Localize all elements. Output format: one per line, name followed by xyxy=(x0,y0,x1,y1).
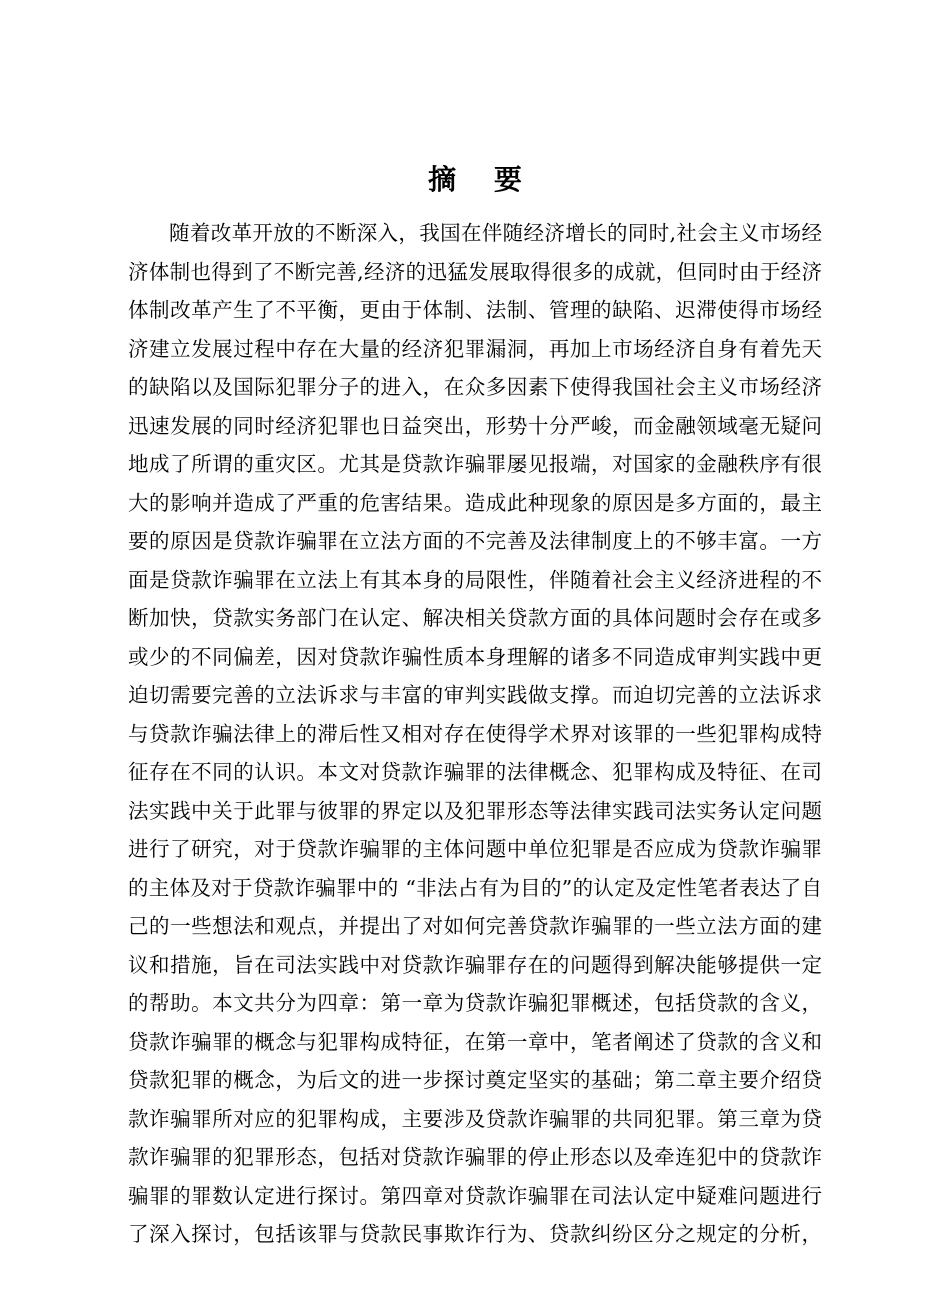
text-line: 与贷款诈骗法律上的滞后性又相对存在使得学术界对该罪的一些犯罪构成特 xyxy=(128,721,822,746)
text-line: 进行了研究，对于贷款诈骗罪的主体问题中单位犯罪是否应成为贷款诈骗罪 xyxy=(128,837,822,861)
text-line: 迅速发展的同时经济犯罪也日益突出，形势十分严峻，而金融领域毫无疑问 xyxy=(128,413,822,438)
text-line: 迫切需要完善的立法诉求与丰富的审判实践做支撑。而迫切完善的立法诉求 xyxy=(128,683,822,707)
text-line: 的缺陷以及国际犯罪分子的进入，在众多因素下使得我国社会主义市场经济 xyxy=(128,375,822,399)
abstract-body xyxy=(128,214,822,1254)
text-line: 款诈骗罪所对应的犯罪构成，主要涉及贷款诈骗罪的共同犯罪。第三章为贷 xyxy=(128,1106,822,1131)
page-title: 摘 要 xyxy=(428,163,536,196)
text-line: 断加快，贷款实务部门在认定、解决相关贷款方面的具体问题时会存在或多 xyxy=(128,606,822,630)
text-line: 面是贷款诈骗罪在立法上有其本身的局限性，伴随着社会主义经济进程的不 xyxy=(128,567,822,592)
text-line: 了深入探讨，包括该罪与贷款民事欺诈行为、贷款纠纷区分之规定的分析， xyxy=(128,1222,822,1246)
text-line: 征存在不同的认识。本文对贷款诈骗罪的法律概念、犯罪构成及特征、在司 xyxy=(128,760,822,784)
text-line: 贷款诈骗罪的概念与犯罪构成特征，在第一章中，笔者阐述了贷款的含义和 xyxy=(128,1029,822,1054)
text-line: 要的原因是贷款诈骗罪在立法方面的不完善及法律制度上的不够丰富。一方 xyxy=(128,529,822,553)
text-line: 济建立发展过程中存在大量的经济犯罪漏洞，再加上市场经济自身有着先天 xyxy=(128,336,822,361)
text-line: 贷款犯罪的概念，为后文的进一步探讨奠定坚实的基础；第二章主要介绍贷 xyxy=(128,1068,822,1092)
text-line: 己的一些想法和观点，并提出了对如何完善贷款诈骗罪的一些立法方面的建 xyxy=(128,914,822,938)
text-line: 骗罪的罪数认定进行探讨。第四章对贷款诈骗罪在司法认定中疑难问题进行 xyxy=(128,1183,822,1208)
text-line: 大的影响并造成了严重的危害结果。造成此种现象的原因是多方面的，最主 xyxy=(128,490,822,515)
text-line: 地成了所谓的重灾区。尤其是贷款诈骗罪屡见报端，对国家的金融秩序有很 xyxy=(128,452,822,476)
text-line: 或少的不同偏差，因对贷款诈骗性质本身理解的诸多不同造成审判实践中更 xyxy=(128,644,822,669)
text-line: 体制改革产生了不平衡，更由于体制、法制、管理的缺陷、迟滞使得市场经 xyxy=(128,298,822,322)
text-line: 议和措施，旨在司法实践中对贷款诈骗罪存在的问题得到解决能够提供一定 xyxy=(128,952,822,977)
text-line: 款诈骗罪的犯罪形态，包括对贷款诈骗罪的停止形态以及牵连犯中的贷款诈 xyxy=(128,1145,822,1169)
text-line: 的帮助。本文共分为四章：第一章为贷款诈骗犯罪概述，包括贷款的含义， xyxy=(128,991,822,1015)
text-line: 的主体及对于贷款诈骗罪中的 “非法占有为目的”的认定及定性笔者表达了自 xyxy=(128,875,822,900)
text-line: 法实践中关于此罪与彼罪的界定以及犯罪形态等法律实践司法实务认定问题 xyxy=(128,798,822,823)
text-line: 随着改革开放的不断深入，我国在伴随经济增长的同时,社会主义市场经 xyxy=(169,221,822,245)
text-line: 济体制也得到了不断完善,经济的迅猛发展取得很多的成就，但同时由于经济 xyxy=(128,259,822,284)
